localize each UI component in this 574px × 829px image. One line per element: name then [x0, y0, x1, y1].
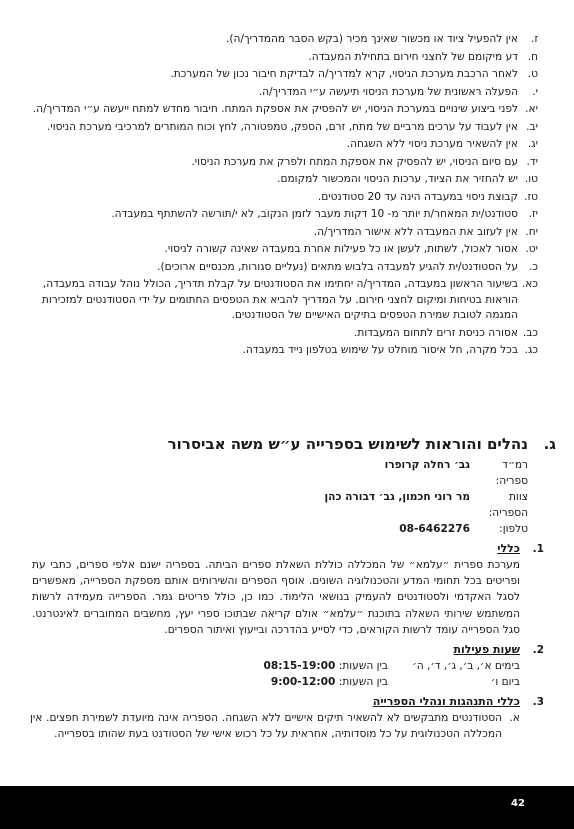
section-number: ג. — [543, 435, 556, 453]
info-row — [30, 457, 528, 489]
rule-label: כ. — [529, 260, 538, 273]
rule-label: יח. — [525, 225, 538, 238]
rule-text: סטודנט/ית המאחר/ת יותר מ- 10 דקות מעבר לזמן הנקוב, לא י/תורשה להשתתף במעבדה. — [111, 208, 518, 220]
hours-label: בין השעות: — [338, 660, 388, 673]
rule-text: דע מיקומם של לחצני חירום בתחילת המעבדה. — [308, 50, 518, 63]
info-value: גב׳ רחלה קרופרו — [384, 459, 470, 471]
info-key: רמ״ד ספריה: — [495, 459, 528, 487]
conduct-item-text: הסטודנטים מתבקשים לא להשאיר תיקים אישיים ללא השגחה. הספריה אינה מיועדת לשמירת חפצים. אין המכללה הטכנולוגית על כל מוסדותיה, אחראית על כל רכוש אישי של הסטודנט בעת שהותו בספרייה. — [30, 712, 502, 741]
hours-value: 08:15-19:00 — [263, 660, 336, 673]
hours-row — [30, 674, 520, 690]
rule-item — [18, 137, 538, 153]
rule-label: יב. — [526, 120, 538, 133]
conduct-item-label: א. — [509, 712, 520, 725]
subsection-conduct — [30, 694, 556, 742]
rule-label: כא. — [521, 278, 538, 290]
page-number: 42 — [511, 798, 525, 809]
subsection-title: שעות פעילות — [453, 643, 520, 657]
rule-text: אין לעבוד על ערכים מרביים של מתח, זרם, הספק, טמפטורה, לחץ וכוח המותרים למרכיבי מערכת הניסוי. — [46, 120, 518, 133]
subsection-paragraph: מערכת ספרית ״עלמא״ של המכללה כוללת השאלת ספרים הביתה. בספריה ישנם אלפי ספרים, כתבי עת ופריטים בכל תחומי המדע והטכנולוגיה השונים. אוסף הספרים והשירותים אותם מספקת הספרייה, מאפשרים לסגל האקדמי ולסטודנטים להעמיק בנושאי הלימוד. כמו כן, כולל פריטים גמר. הספרייה מעמידה לרשות המשתמש שירותי השאלה בתוכנת ״עלמא״ אולם קריאה שבתוכו ספרי יעץ, מחשבים המחוברים לאינטרנט. סגל הספרייה עומד לרשות הקוראים, כדי לסייע בהדרכה ובייעוץ ואיתור הספרים. — [32, 559, 520, 636]
rule-label: טו. — [524, 173, 538, 185]
info-row — [30, 521, 528, 537]
rule-label: יא. — [525, 103, 538, 115]
rule-item — [18, 120, 538, 136]
info-row — [30, 489, 528, 521]
page-footer-bar — [0, 786, 574, 829]
rule-text: על הסטודנט/ית להגיע למעבדה בלבוש מתאים (נעליים סגורות, מכנסיים ארוכים). — [157, 260, 518, 273]
info-value: מר רוני חכמון, גב׳ דבורה כהן — [324, 491, 470, 503]
section-title: נהלים והוראות לשימוש בספרייה ע״ש משה אביסרור — [167, 435, 528, 453]
rule-label: יט. — [525, 243, 538, 255]
info-key: צוות הספריה: — [488, 491, 528, 519]
rule-label: ז. — [530, 33, 538, 45]
rule-item — [18, 172, 538, 188]
rule-text: אסור לאכול, לשתות, לעשן או כל פעילות אחרת במעבדה שאינה קשורה לניסוי. — [164, 243, 518, 255]
rule-item — [18, 260, 538, 276]
subsection-title: כללי — [497, 542, 520, 555]
info-value: 08-6462276 — [399, 523, 470, 535]
rule-label: ח. — [527, 50, 538, 63]
hours-days: ביום ו׳ — [490, 676, 520, 689]
section-heading — [30, 435, 556, 457]
rule-label: כג. — [524, 344, 538, 356]
rule-item — [18, 343, 538, 359]
library-section — [30, 435, 556, 742]
rule-label: יד. — [526, 155, 538, 168]
rule-label: י. — [532, 85, 538, 98]
rule-text: עם סיום הניסוי, יש להפסיק את אספקת המתח ולפרק את מערכת הניסוי. — [191, 155, 518, 168]
hours-row — [30, 658, 520, 674]
subsection-hours — [30, 642, 556, 690]
conduct-item — [30, 710, 520, 742]
rule-item — [18, 326, 538, 342]
rule-item — [18, 50, 538, 66]
rule-text: אסורה כניסת זרים לתחום המעבדות. — [353, 326, 518, 339]
library-contact-info — [30, 457, 528, 537]
hours-value: 9:00-12:00 — [270, 676, 336, 689]
rule-text: אין להפעיל ציוד או מכשור שאינך מכיר (בקש הסבר מהמדריך/ה). — [225, 33, 518, 45]
rule-item — [18, 67, 538, 83]
rule-item — [18, 85, 538, 101]
rule-text: לפני ביצוע שינויים במערכת הניסוי, יש להפסיק את אספקת המתח. חיבור מחדש למתח ייעשה ע״י המדריך/ה. — [32, 103, 518, 115]
rule-text: לאחר הרכבת מערכת הניסוי, קרא למדריך/ה לבדיקת חיבור נכון של המערכת. — [170, 68, 518, 80]
hours-days: בימים א׳, ב׳, ג׳, ד׳, ה׳ — [412, 660, 520, 673]
subsection-number: 2. — [532, 644, 544, 657]
rule-text: בכל מקרה, חל איסור מוחלט על שימוש בטלפון נייד במעבדה. — [242, 344, 518, 356]
hours-label: בין השעות: — [338, 676, 388, 689]
rule-item — [18, 102, 538, 118]
rule-item — [18, 155, 538, 171]
rule-label: ט. — [527, 68, 538, 80]
rule-label: יג. — [527, 138, 538, 150]
rule-label: כב. — [522, 326, 538, 339]
rule-item — [18, 225, 538, 241]
rule-text: אין להשאיר מערכת ניסוי ללא השגחה. — [346, 138, 518, 150]
rule-item — [18, 32, 538, 48]
rule-item — [18, 190, 538, 206]
info-key: טלפון: — [499, 523, 528, 535]
rule-text: קבוצת ניסוי במעבדה הינה עד 20 סטודנטים. — [317, 190, 518, 203]
rule-text: הפעלה ראשונית של מערכת הניסוי תיעשה ע״י המדריך/ה. — [258, 85, 518, 98]
rule-text: אין לעזוב את המעבדה ללא אישור המדריך/ה. — [313, 225, 518, 238]
rule-item — [18, 277, 538, 324]
subsection-number: 3. — [532, 696, 544, 709]
lab-rules-list — [18, 32, 538, 361]
rule-label: יז. — [528, 208, 538, 220]
rule-text: יש להחזיר את הציוד, ערכות הניסוי והמכשור למקומם. — [277, 173, 518, 185]
subsection-general — [30, 541, 556, 638]
rule-text: בשיעור הראשון במעבדה, המדריך/ה יחתימו את הסטודנטים על קבלת תדריך, הכולל נוהל עבודה במעבדה, הוראות בטיחות ומיקום לחצני חירום. על המדריך להביא את הטפסים החתומים על ידי הסטודנטים למזכירות המגמה לטובת שמירת הטפסים בתיקים האישיים של הסטודנטים. — [41, 278, 518, 321]
subsection-title: כללי התנהגות ונהלי הספרייה — [372, 695, 520, 709]
rule-item — [18, 207, 538, 223]
subsection-number: 1. — [532, 543, 544, 555]
rule-label: טז. — [524, 190, 538, 203]
rule-item — [18, 242, 538, 258]
